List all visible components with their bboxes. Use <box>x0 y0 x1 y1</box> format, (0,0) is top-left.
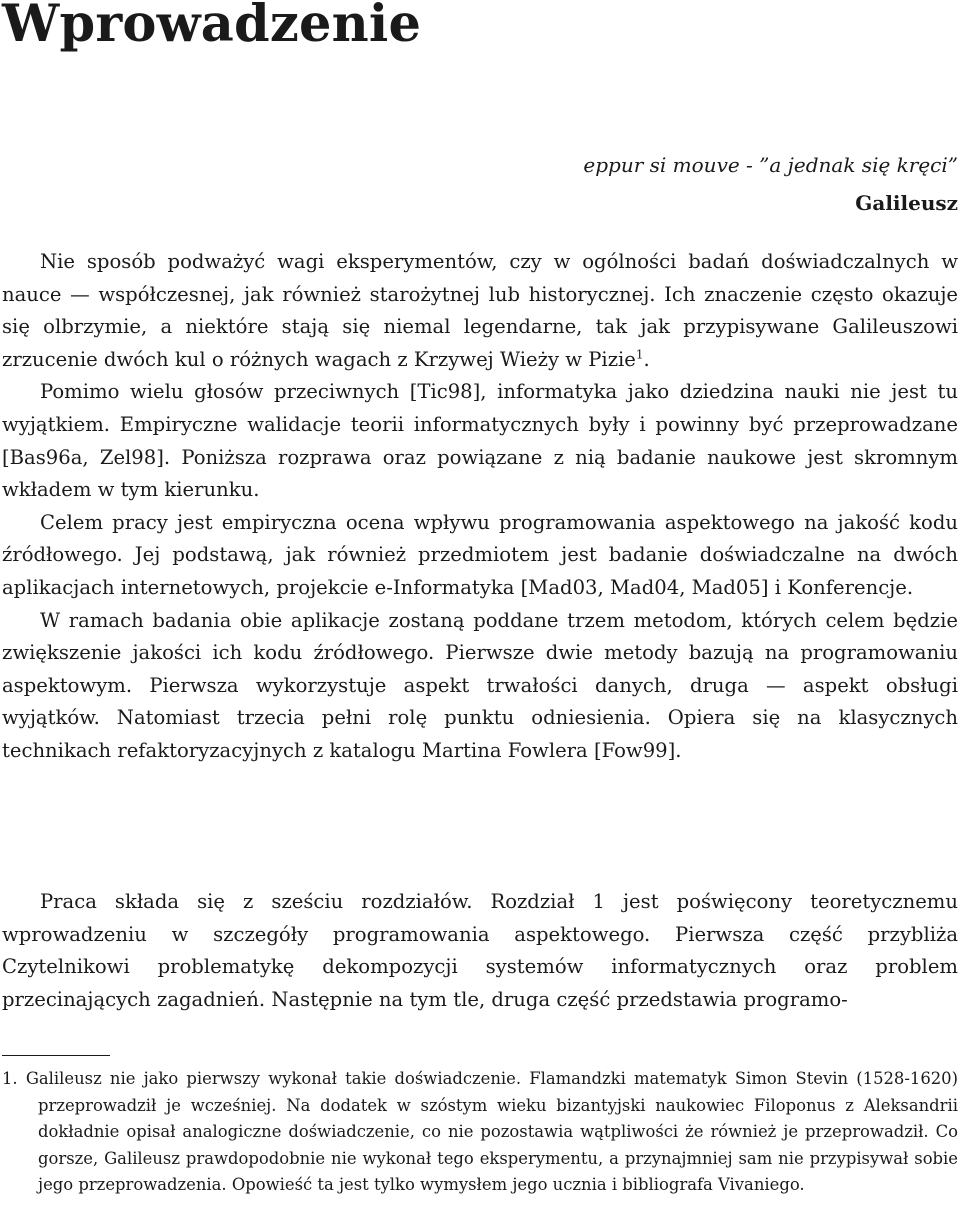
epigraph-quote: eppur si mouve - ”a jednak się kręci” <box>583 153 958 177</box>
paragraph <box>2 246 958 376</box>
footnote <box>2 1066 958 1199</box>
paragraph-text-tail: . <box>643 347 650 371</box>
paragraph-text: Nie sposób podważyć wagi eksperymentów, czy w ogólności badań doświadczalnych w nauce — współczesnej, jak również starożytnej lub historycznej. Ich znaczenie często okazuje się olbrzymie, a niektóre stają się niemal legendarne, tak jak przypisywane Galileuszowi zrzucenie dwóch kul o różnych wagach z Krzywej Wieży w Pizie <box>2 250 958 371</box>
footnote-marker[interactable]: 1 <box>635 347 644 362</box>
footnote-text: 1. Galileusz nie jako pierwszy wykonał takie doświadczenie. Flamandzki matematyk Simon Stevin (1528-1620) przeprowadził je wcześniej. Na dodatek w szóstym wieku bizantyjski naukowiec Filoponus z Aleksandrii dokładnie opisał analogiczne doświadczenie, co nie pozostawia wątpliwości że również je przeprowadził. Co gorsze, Galileusz prawdopodobnie nie wykonał tego eksperymentu, a przynajmniej sam nie przypisywał sobie jego przeprowadzenia. Opowieść ta jest tylko wymysłem jego ucznia i bibliografa Vivaniego. <box>2 1069 958 1195</box>
paragraph: Pomimo wielu głosów przeciwnych [Tic98], informatyka jako dziedzina nauki nie jest tu wyjątkiem. Empiryczne walidacje teorii informatycznych były i powinny być przeprowadzane [Bas96a, Zel98]. Poniższa rozprawa oraz powiązane z nią badanie naukowe jest skromnym wkładem w tym kierunku. <box>2 380 958 502</box>
paragraph: W ramach badania obie aplikacje zostaną poddane trzem metodom, których celem będzie zwiększenie jakości ich kodu źródłowego. Pierwsze dwie metody bazują na programowaniu aspektowym. Pierwsza wykorzystuje aspekt trwałości danych, druga — aspekt obsługi wyjątków. Natomiast trzecia pełni rolę punktu odniesienia. Opiera się na klasycznych technikach refaktoryzacyjnych z katalogu Martina Fowlera [Fow99]. <box>2 608 958 762</box>
body-text-block <box>2 246 958 768</box>
epigraph <box>583 146 958 222</box>
chapter-title: Wprowadzenie <box>2 0 422 54</box>
footnote-divider <box>2 1055 110 1056</box>
body-text-block <box>2 886 958 1016</box>
epigraph-author: Galileusz <box>855 191 958 215</box>
paragraph: Praca składa się z sześciu rozdziałów. Rozdział 1 jest poświęcony teoretycznemu wprowadzeniu w szczegóły programowania aspektowego. Pierwsza część przybliża Czytelnikowi problematykę dekompozycji systemów informatycznych oraz problem przecinających zagadnień. Następnie na tym tle, druga część przedstawia programo- <box>2 890 958 1011</box>
paragraph: Celem pracy jest empiryczna ocena wpływu programowania aspektowego na jakość kodu źródłowego. Jej podstawą, jak również przedmiotem jest badanie doświadczalne na dwóch aplikacjach internetowych, projekcie e-Informatyka [Mad03, Mad04, Mad05] i Konferencje. <box>2 510 958 599</box>
